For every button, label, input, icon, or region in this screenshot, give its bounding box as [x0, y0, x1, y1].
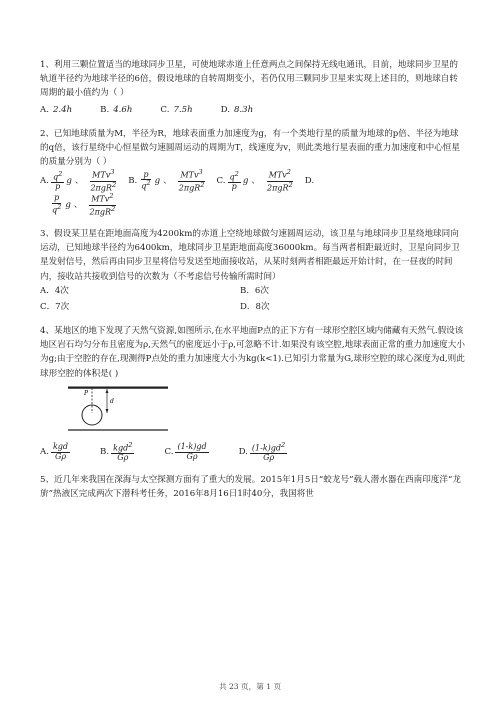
option-b[interactable]: B. $\frac{p}{q^2}$ g 、 $\frac{MTv^3}{2\pi gR^2}$: [128, 168, 205, 193]
formula: $\frac{q^2}{p}$: [52, 169, 63, 191]
option-d[interactable]: D. 8.3h: [220, 104, 254, 115]
option-a[interactable]: A. $\frac{\text{kgd}}{G\rho}$: [40, 442, 69, 462]
formula: $\frac{\text{kgd}}{G\rho}$: [52, 442, 69, 462]
formula: $\frac{MTv^3}{2\pi gR^2}$: [178, 168, 205, 193]
formula: $\frac{MTv^2}{2\pi gR^2}$: [267, 168, 293, 193]
formula: $\frac{(1-k)gd^2}{G\rho}$: [251, 440, 286, 463]
option-c[interactable]: C．7次: [40, 301, 70, 312]
formula: $\frac{(1-k)gd}{G\rho}$: [177, 442, 207, 462]
formula: $\frac{p}{q^2}$: [52, 193, 62, 215]
option-c[interactable]: C. 7.5h: [160, 104, 193, 115]
option-a[interactable]: A. 2.4h: [40, 104, 73, 115]
formula: $\frac{MTv^2}{2\pi gR^2}$: [89, 192, 116, 217]
label-p: P: [84, 389, 89, 397]
question-2-text: 2、已知地球质量为M，半径为R，地球表面重力加速度为g，有一个类地行星的质量为地球的p倍、半径为地球的q倍，该行星绕中心恒星做匀速圆周运动的周期为T，线速度为v，则此类地行星表面的重力加速度和中心恒星的质量分别为（ ）: [40, 128, 460, 168]
question-5-text: 5、近几年来我国在深海与太空探测方面有了重大的发展。2015年1月5日“蛟龙号”载人潜水器在西南印度洋“龙旂”热液区完成两次下潜科考任务，2016年8月16日1时40分，我国将世: [40, 475, 461, 500]
formula: $\frac{kgd^2}{G\rho}$: [113, 440, 133, 463]
formula: $\frac{q^2}{p}$: [229, 169, 239, 191]
question-2-options: [40, 169, 465, 193]
formula: $\frac{MTv^3}{2\pi gR^2}$: [90, 168, 117, 193]
question-1: [40, 58, 465, 117]
question-4-text: 4、某地区的地下发现了天然气资源,如图所示,在水平地面P点的正下方有一球形空腔区域内储藏有天然气.假设该地区岩石均匀分布且密度为ρ,天然气的密度远小于ρ,可忽略不计.如果没有该空腔,地球表面正常的重力加速度大小为g;由于空腔的存在,现测得P点处的重力加速度大小为kg(k<1).已知引力常量为G,球形空腔的球心深度为d,则此球形空腔的体积是( ): [40, 326, 465, 379]
question-2-option-d-formula: $\frac{p}{q^2}$ g 、 $\frac{MTv^2}{2\pi gR^2}$: [52, 192, 116, 217]
cavity-diagram: [68, 383, 465, 440]
question-3: [40, 227, 465, 314]
option-a[interactable]: A．4次: [40, 285, 69, 296]
option-a[interactable]: A. $\frac{q^2}{p}$ g 、 $\frac{MTv^3}{2\pi gR^2}$: [40, 168, 117, 193]
option-d[interactable]: D．8次: [240, 301, 270, 312]
question-4-options: [40, 442, 465, 463]
option-b[interactable]: B. 4.6h: [100, 104, 133, 115]
formula: $\frac{p}{q^2}$: [141, 169, 151, 191]
question-3-text: 3、假设某卫星在距地面高度为4200km的赤道上空绕地球做匀速圆周运动，该卫星与地球同步卫星绕地球同向运动，已知地球半径约为6400km，地球同步卫星距地面高度36000km。每当两者相距最近时，卫星向同步卫星发射信号，然后再由同步卫星将信号发送至地面接收站，从某时刻两者相距最远开始计时，在一昼夜的时间内，接收站共接收到信号的次数为（不考虑信号传输所需时间）: [40, 229, 460, 282]
question-4: [40, 324, 465, 463]
question-1-options: [40, 103, 465, 117]
page-footer: 共 23 页，第 1 页: [218, 682, 282, 691]
question-3-options: [40, 284, 465, 314]
option-b[interactable]: B. $\frac{kgd^2}{G\rho}$: [100, 440, 133, 463]
option-c[interactable]: C. $\frac{q^2}{p}$ g 、 $\frac{MTv^2}{2\pi gR^2}$: [216, 168, 293, 193]
question-5: [40, 473, 465, 501]
question-1-text: 1、利用三颗位置适当的地球同步卫星，可使地球赤道上任意两点之间保持无线电通讯，目前，地球同步卫星的轨道半径约为地球半径的6倍，假设地球的自转周期变小，若仍仅用三颗同步卫星来实现上述目的，则地球自转周期的最小值约为（ ）: [40, 60, 458, 99]
label-d: d: [110, 397, 114, 405]
option-d[interactable]: D. $\frac{(1-k)gd^2}{G\rho}$: [238, 440, 286, 463]
option-b[interactable]: B．6次: [240, 285, 269, 296]
option-c[interactable]: C. $\frac{(1-k)gd}{G\rho}$: [164, 442, 207, 462]
question-2: [40, 127, 465, 217]
option-d[interactable]: D.: [304, 176, 315, 187]
document-page: [40, 58, 465, 512]
